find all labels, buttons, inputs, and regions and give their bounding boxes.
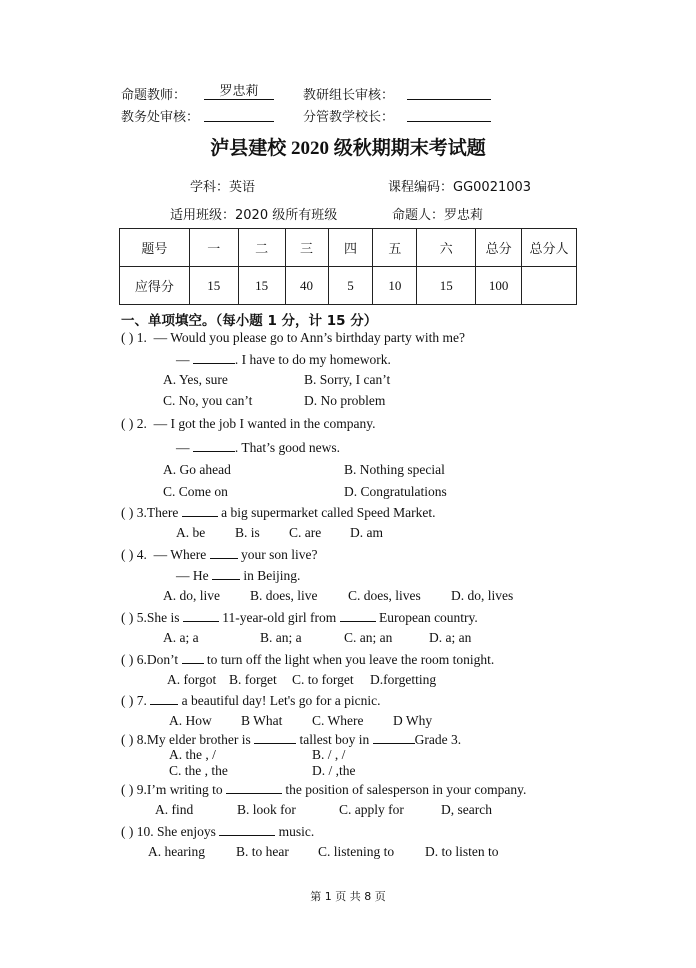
table-cell: 15 (238, 267, 285, 305)
table-cell: 5 (328, 267, 373, 305)
option-c: C. an; an (344, 630, 393, 645)
question-number: ( ) 9. (121, 782, 147, 797)
reply-suffix: in Beijing. (240, 568, 301, 583)
question-4-reply (176, 567, 300, 584)
option-a: A. Go ahead (163, 462, 231, 477)
question-4 (121, 546, 317, 563)
question-6 (121, 651, 494, 668)
page-footer: 第 1 页 共 8 页 (310, 890, 386, 903)
answer-blank (340, 609, 376, 622)
question-8 (121, 731, 461, 748)
question-number: ( ) 10. (121, 824, 154, 839)
table-row-label: 应得分 (120, 267, 190, 305)
option-a: A. a; a (163, 630, 199, 645)
answer-blank (373, 731, 415, 744)
table-header-cell: 总分人 (522, 229, 577, 267)
option-a: A. do, live (163, 588, 220, 603)
question-stem: She enjoys (157, 824, 220, 839)
option-d: D.forgetting (370, 672, 437, 687)
option-a: A. How (169, 713, 212, 728)
table-header-cell: 六 (417, 229, 476, 267)
option-d: D. Congratulations (344, 484, 447, 499)
question-2-reply (176, 439, 340, 456)
option-b: B. Sorry, I can’t (304, 372, 391, 387)
question-number: ( ) 5. (121, 610, 147, 625)
question-stem: I’m writing to (146, 782, 226, 797)
question-7 (121, 692, 380, 709)
table-cell: 15 (189, 267, 238, 305)
table-cell: 15 (417, 267, 476, 305)
question-10 (121, 823, 314, 840)
question-number: ( ) 1. (121, 330, 147, 345)
question-2 (121, 416, 375, 432)
question-3 (121, 504, 436, 521)
table-header-cell: 五 (373, 229, 417, 267)
option-c: C. No, you can’t (163, 393, 253, 408)
reply-suffix: . That’s good news. (234, 440, 340, 455)
question-stem: There (146, 505, 182, 520)
option-c: C. Where (312, 713, 364, 728)
reply-prefix: — (176, 352, 193, 367)
question-number: ( ) 6. (121, 652, 147, 667)
answer-blank (150, 692, 178, 705)
question-stem: She is (146, 610, 183, 625)
option-b: B What (241, 713, 283, 728)
answer-blank (193, 439, 235, 452)
question-number: ( ) 7. (121, 693, 147, 708)
option-c: C. the , the (169, 763, 228, 778)
option-d: D. to listen to (425, 844, 499, 859)
question-stem: — Where (153, 547, 210, 562)
answer-blank (182, 651, 204, 664)
question-stem: a big supermarket called Speed Market. (217, 505, 436, 520)
question-number: ( ) 8. (121, 732, 147, 747)
table-cell (522, 267, 577, 305)
reply-prefix: — (176, 440, 193, 455)
option-a: A. hearing (148, 844, 205, 859)
option-a: A. forgot (167, 672, 217, 687)
course-code: 课程编码：GG0021003 (388, 180, 532, 195)
option-d: D. No problem (304, 393, 386, 408)
option-c: C. to forget (292, 672, 354, 687)
author-info: 命题人：罗忠莉 (392, 208, 484, 223)
table-cell: 100 (476, 267, 522, 305)
table-header-cell: 题号 (120, 229, 190, 267)
table-header-cell: 总分 (476, 229, 522, 267)
option-a: A. find (155, 802, 194, 817)
exam-title: 泸县建校 2020 级秋期期末考试题 (210, 138, 486, 159)
answer-blank (182, 504, 218, 517)
option-b: B. does, live (250, 588, 318, 603)
answer-blank (210, 546, 238, 559)
question-1 (121, 330, 465, 346)
question-number: ( ) 4. (121, 547, 147, 562)
question-stem: the position of salesperson in your company. (282, 782, 527, 797)
principal-label: 分管教学校长： (303, 110, 395, 125)
answer-blank (226, 781, 282, 794)
reply-suffix: . I have to do my homework. (234, 352, 391, 367)
teacher-name (204, 84, 274, 100)
question-stem: — Would you please go to Ann’s birthday party with me? (153, 330, 465, 345)
question-stem: music. (275, 824, 315, 839)
option-b: B. to hear (236, 844, 289, 859)
option-c: C. apply for (339, 802, 404, 817)
question-stem: Don’t (146, 652, 182, 667)
question-1-reply (176, 351, 391, 368)
table-header-cell: 四 (328, 229, 373, 267)
option-b: B. look for (237, 802, 296, 817)
question-number: ( ) 3. (121, 505, 147, 520)
option-d: D. a; an (429, 630, 472, 645)
option-c: C. Come on (163, 484, 228, 499)
subject-info: 学科：英语 (190, 180, 256, 195)
table-header-cell: 三 (285, 229, 328, 267)
option-d: D. do, lives (451, 588, 514, 603)
option-b: B. Nothing special (344, 462, 445, 477)
table-cell: 10 (373, 267, 417, 305)
option-d: D Why (393, 713, 433, 728)
option-d: D, search (441, 802, 492, 817)
option-a: A. Yes, sure (163, 372, 228, 387)
answer-blank (212, 567, 240, 580)
score-table-row (120, 267, 577, 305)
question-stem: 11-year-old girl from (218, 610, 340, 625)
teacher-label: 命题教师： (121, 88, 187, 103)
reply-prefix: — He (176, 568, 212, 583)
option-b: B. / , / (312, 747, 346, 762)
answer-blank (254, 731, 296, 744)
option-b: B. forget (229, 672, 277, 687)
question-stem: a beautiful day! Let's go for a picnic. (178, 693, 381, 708)
group-leader-label: 教研组长审核： (303, 88, 395, 103)
question-stem: My elder brother is (146, 732, 255, 747)
answer-blank (183, 609, 219, 622)
option-c: C. does, lives (348, 588, 421, 603)
option-b: B. is (235, 525, 260, 540)
answer-blank (193, 351, 235, 364)
office-review-label: 教务处审核： (121, 110, 200, 125)
option-c: C. listening to (318, 844, 395, 859)
answer-blank (219, 823, 275, 836)
table-header-cell: 一 (189, 229, 238, 267)
question-stem: to turn off the light when you leave the room tonight. (203, 652, 495, 667)
option-a: A. the , / (169, 747, 216, 762)
group-leader-blank (407, 84, 491, 100)
option-c: C. are (289, 525, 322, 540)
table-header-cell: 二 (238, 229, 285, 267)
question-number: ( ) 2. (121, 416, 147, 431)
question-5 (121, 609, 478, 626)
section-heading: 一、单项填空。（每小题 1 分，计 15 分） (121, 313, 378, 329)
question-stem: European country. (375, 610, 478, 625)
applicable-classes: 适用班级：2020 级所有班级 (170, 208, 338, 223)
score-table (119, 228, 577, 305)
option-d: D. / ,the (312, 763, 356, 778)
option-d: D. am (350, 525, 383, 540)
question-stem: Grade 3. (414, 732, 462, 747)
table-cell: 40 (285, 267, 328, 305)
question-stem: tallest boy in (296, 732, 373, 747)
option-b: B. an; a (260, 630, 302, 645)
score-table-header-row (120, 229, 577, 267)
teacher-name-value: 罗忠莉 (204, 84, 274, 100)
question-9 (121, 781, 526, 798)
principal-blank (407, 106, 491, 122)
option-a: A. be (176, 525, 206, 540)
question-stem: — I got the job I wanted in the company. (153, 416, 376, 431)
office-review-blank (204, 106, 274, 122)
question-stem: your son live? (237, 547, 318, 562)
